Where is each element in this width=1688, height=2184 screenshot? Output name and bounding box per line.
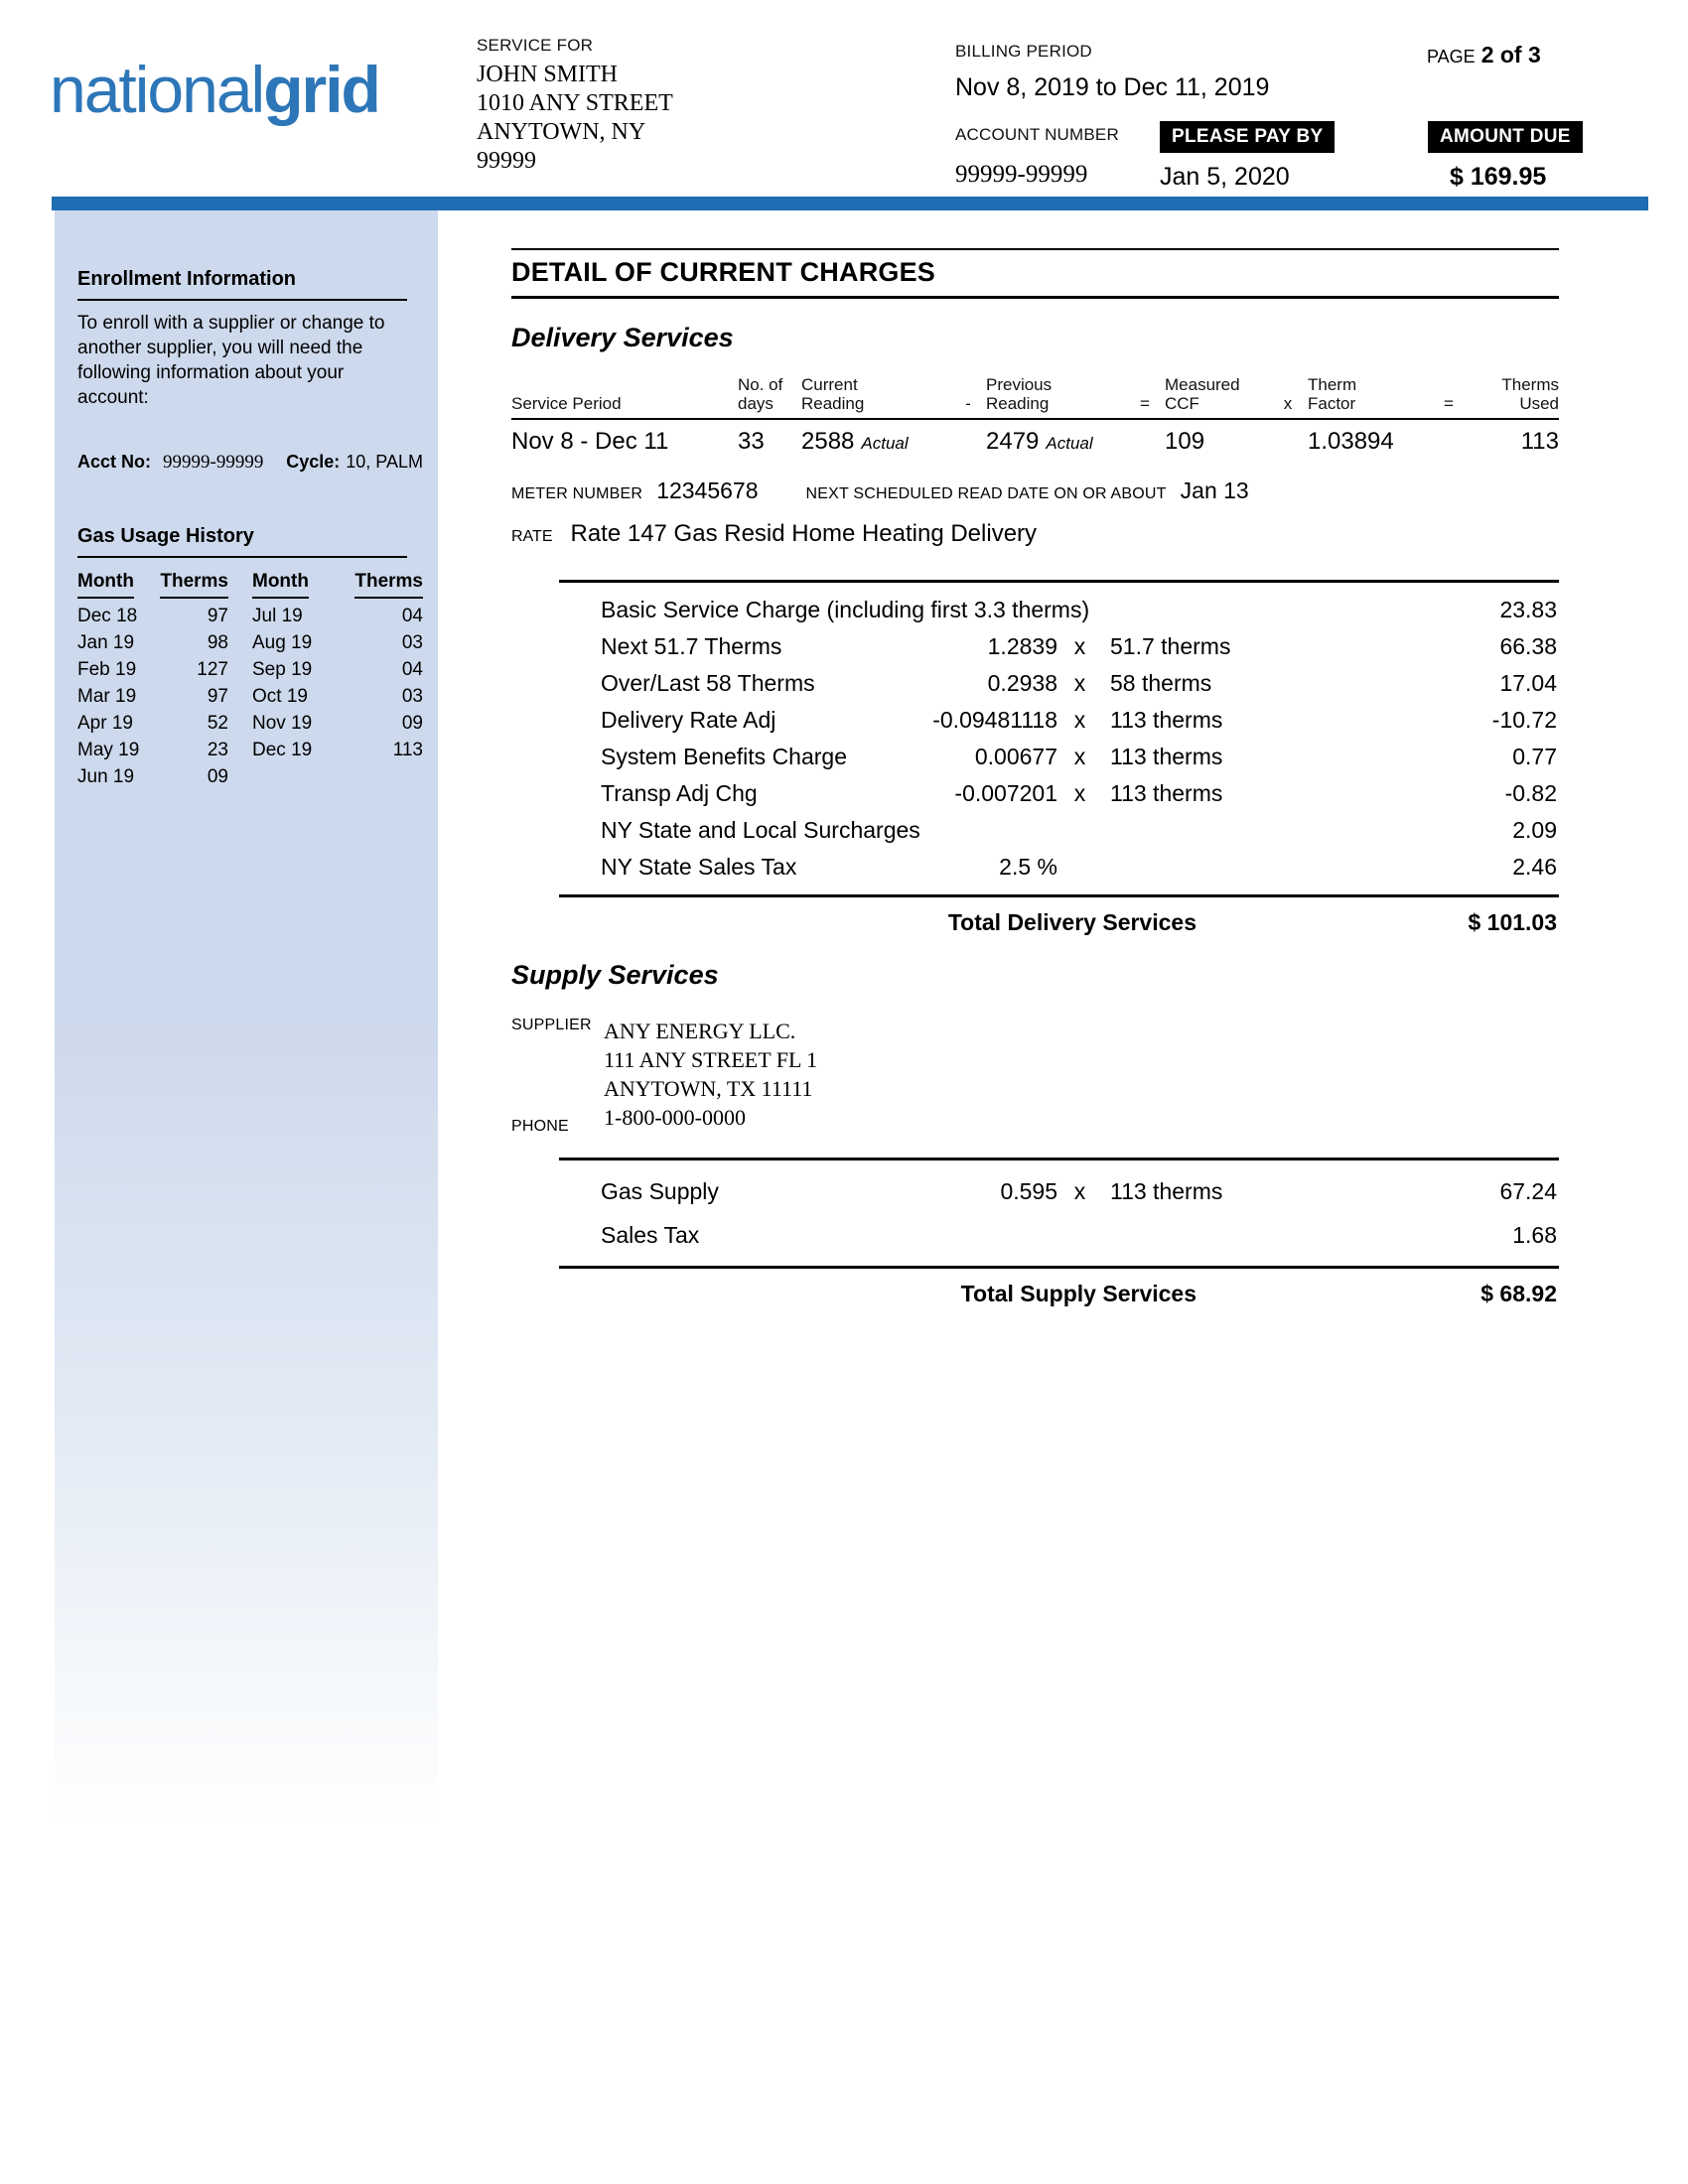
charge-row: Basic Service Charge (including first 3.3 therms) 23.83 xyxy=(601,597,1557,622)
measured-ccf-value: 109 xyxy=(1165,428,1205,455)
title-rule-bottom xyxy=(511,296,1559,299)
delivery-services-title: Delivery Services xyxy=(511,323,734,352)
account-number-block xyxy=(955,125,1119,189)
charge-row: Next 51.7 Therms 1.2839 x 51.7 therms 66.38 xyxy=(601,633,1557,659)
previous-reading-value: 2479 Actual xyxy=(986,428,1093,455)
nationalgrid-logo xyxy=(50,52,379,127)
usage-col-month1: Month xyxy=(77,570,165,599)
meter-table-header xyxy=(511,375,1559,420)
usage-col-month2: Month xyxy=(228,570,340,599)
col-no-of-days: No. of days xyxy=(738,375,783,413)
supplier-phone-value: 1-800-000-0000 xyxy=(604,1105,746,1130)
service-period-value: Nov 8 - Dec 11 xyxy=(511,428,669,455)
col-measured-ccf: Measured CCF xyxy=(1165,375,1240,413)
supplier-address-line2: ANYTOWN, TX 11111 xyxy=(604,1076,813,1101)
please-pay-by-badge: PLEASE PAY BY xyxy=(1160,121,1335,153)
charge-row: NY State and Local Surcharges 2.09 xyxy=(601,817,1557,843)
main-content xyxy=(511,248,1559,1307)
charge-row: NY State Sales Tax 2.5 % 2.46 xyxy=(601,854,1557,880)
amount-due-value: $ 169.95 xyxy=(1450,163,1547,191)
col-previous-reading: Previous Reading xyxy=(986,375,1053,413)
charge-row: System Benefits Charge 0.00677 x 113 therms 0.77 xyxy=(601,744,1557,769)
billing-period-label: BILLING PERIOD xyxy=(955,42,1092,61)
usage-col-therms1: Therms xyxy=(165,570,228,599)
usage-row: Mar 19 97 Oct 19 03 xyxy=(77,686,423,707)
next-read-label: NEXT SCHEDULED READ DATE ON OR ABOUT xyxy=(805,485,1167,502)
cycle-label: Cycle: xyxy=(286,452,341,472)
supply-charges-table xyxy=(559,1158,1559,1269)
col-therms-used: Therms Used xyxy=(1501,375,1559,413)
customer-address-line3: 99999 xyxy=(477,148,536,174)
col-current-reading: Current Reading xyxy=(801,375,865,413)
enrollment-info-body: To enroll with a supplier or change to another supplier, you will need the following information about your account: xyxy=(77,313,385,408)
rate-label: RATE xyxy=(511,528,553,545)
op-times: x xyxy=(1283,394,1293,413)
billing-period-block xyxy=(955,42,1269,102)
delivery-charges-table xyxy=(559,580,1559,897)
account-cycle-row xyxy=(77,452,423,474)
usage-row: Apr 19 52 Nov 19 09 xyxy=(77,713,423,734)
meter-number-value: 12345678 xyxy=(656,478,759,503)
usage-col-therms2: Therms xyxy=(340,570,423,599)
usage-row: Dec 18 97 Jul 19 04 xyxy=(77,606,423,626)
supplier-address-line1: 111 ANY STREET FL 1 xyxy=(604,1047,818,1072)
total-supply-amount: $ 68.92 xyxy=(1480,1281,1557,1306)
rate-value: Rate 147 Gas Resid Home Heating Delivery xyxy=(570,520,1038,547)
cycle-value: 10, PALM xyxy=(346,452,423,472)
op-equals-2: = xyxy=(1444,394,1454,413)
therm-factor-value: 1.03894 xyxy=(1308,428,1394,455)
meter-number-label: METER NUMBER xyxy=(511,485,643,502)
usage-row: Jun 19 09 xyxy=(77,766,228,787)
gas-usage-header-row xyxy=(77,570,423,599)
charge-row: Gas Supply 0.595 x 113 therms 67.24 xyxy=(601,1178,1557,1204)
meter-table-row xyxy=(511,428,1559,456)
charge-row: Sales Tax 1.68 xyxy=(601,1222,1557,1248)
service-for-block xyxy=(477,36,673,176)
account-number-value: 99999-99999 xyxy=(955,161,1088,188)
charge-row: Transp Adj Chg -0.007201 x 113 therms -0.82 xyxy=(601,780,1557,806)
supply-services-title: Supply Services xyxy=(511,960,719,990)
meter-number-line xyxy=(511,478,1559,504)
acct-no-label: Acct No: xyxy=(77,452,152,472)
customer-address-line1: 1010 ANY STREET xyxy=(477,90,673,116)
total-delivery-services-row xyxy=(559,909,1559,936)
sidebar xyxy=(55,210,438,1893)
next-read-value: Jan 13 xyxy=(1180,478,1249,503)
logo-national: national xyxy=(50,53,264,126)
please-pay-by-block xyxy=(1160,121,1335,192)
amount-due-badge: AMOUNT DUE xyxy=(1428,121,1583,153)
usage-row: Jan 19 98 Aug 19 03 xyxy=(77,632,423,653)
acct-no-value: 99999-99999 xyxy=(163,452,264,473)
amount-due-block xyxy=(1428,121,1583,192)
service-for-label: SERVICE FOR xyxy=(477,36,594,55)
total-supply-label: Total Supply Services xyxy=(960,1281,1196,1306)
total-delivery-amount: $ 101.03 xyxy=(1468,909,1557,935)
page-number: 2 of 3 xyxy=(1480,42,1541,68)
account-number-label: ACCOUNT NUMBER xyxy=(955,125,1119,144)
col-therm-factor: Therm Factor xyxy=(1308,375,1357,413)
supplier-block xyxy=(511,1017,1559,1136)
current-reading-value: 2588 Actual xyxy=(801,428,909,455)
gas-usage-table xyxy=(77,570,423,790)
header-divider-bar xyxy=(52,197,1648,210)
title-rule-top xyxy=(511,248,1559,250)
charge-row: Over/Last 58 Therms 0.2938 x 58 therms 17.04 xyxy=(601,670,1557,696)
billing-period-value: Nov 8, 2019 to Dec 11, 2019 xyxy=(955,73,1270,101)
therms-used-value: 113 xyxy=(1520,428,1559,455)
page-label: PAGE xyxy=(1427,47,1476,67)
logo-grid: grid xyxy=(263,53,379,126)
rate-line xyxy=(511,520,1559,548)
page-indicator xyxy=(1427,42,1541,68)
supplier-label: SUPPLIER xyxy=(511,1017,592,1033)
current-reading-note: Actual xyxy=(861,434,909,453)
total-delivery-label: Total Delivery Services xyxy=(947,909,1196,935)
previous-reading-note: Actual xyxy=(1046,434,1093,453)
gas-usage-history-title: Gas Usage History xyxy=(77,525,407,558)
usage-row: May 19 23 Dec 19 113 xyxy=(77,740,423,760)
op-equals-1: = xyxy=(1140,394,1150,413)
enrollment-info-title: Enrollment Information xyxy=(77,268,407,301)
customer-name: JOHN SMITH xyxy=(477,62,619,87)
detail-of-current-charges-title: DETAIL OF CURRENT CHARGES xyxy=(511,257,936,287)
supplier-name: ANY ENERGY LLC. xyxy=(604,1019,796,1043)
charge-row: Delivery Rate Adj -0.09481118 x 113 therms -10.72 xyxy=(601,707,1557,733)
customer-address-line2: ANYTOWN, NY xyxy=(477,119,646,145)
phone-label: PHONE xyxy=(511,1118,569,1135)
total-supply-services-row xyxy=(559,1281,1559,1307)
col-service-period: Service Period xyxy=(511,394,622,413)
op-minus: - xyxy=(965,394,971,413)
usage-row: Feb 19 127 Sep 19 04 xyxy=(77,659,423,680)
please-pay-by-date: Jan 5, 2020 xyxy=(1160,163,1290,191)
days-value: 33 xyxy=(738,428,765,455)
